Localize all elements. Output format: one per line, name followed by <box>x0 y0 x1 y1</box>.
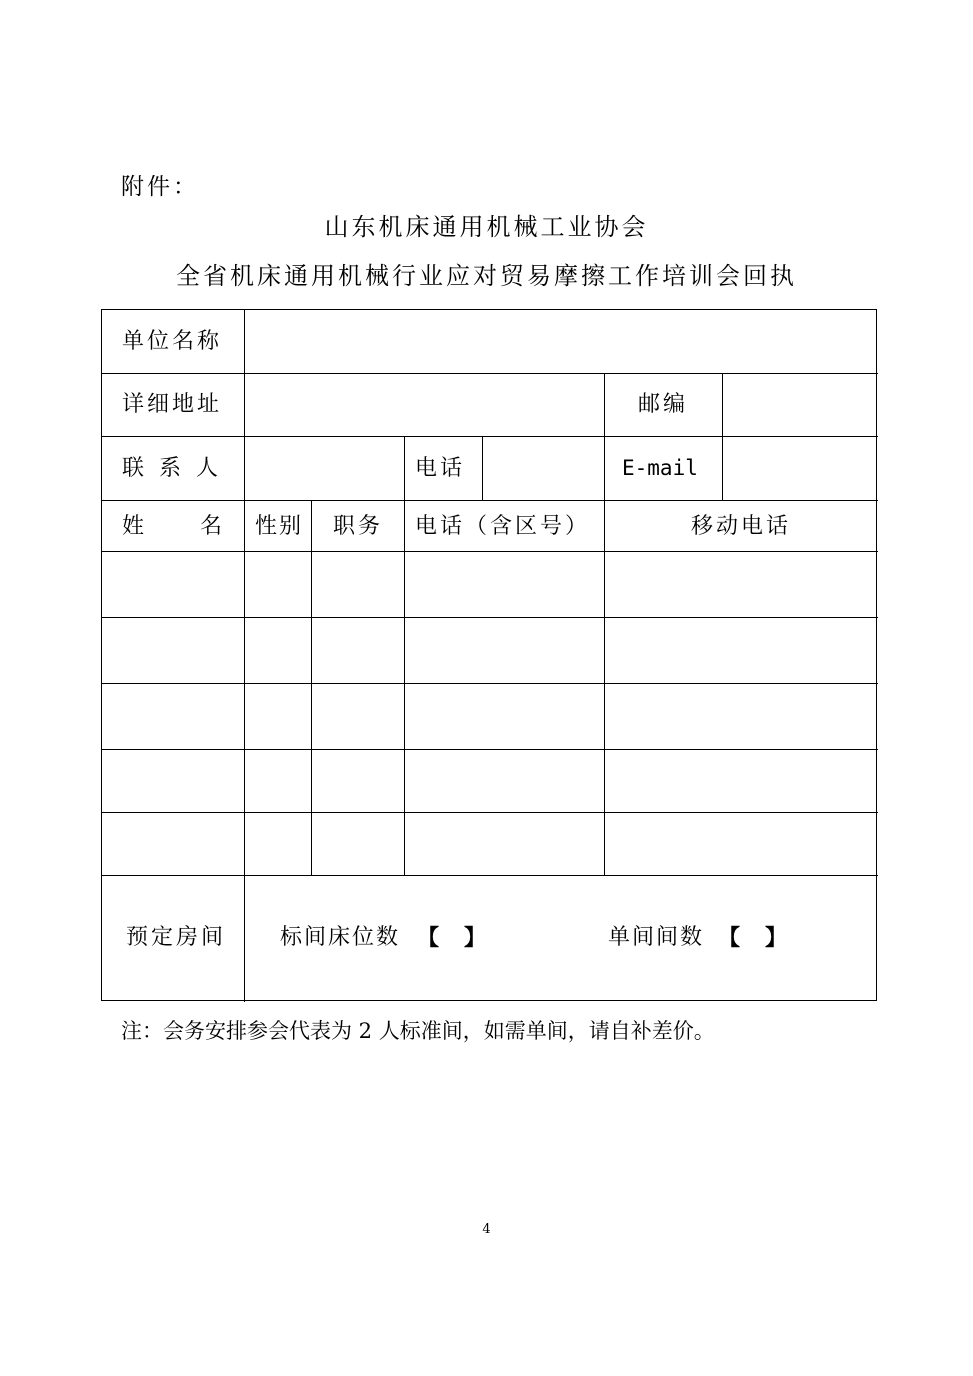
column-divider <box>482 436 483 500</box>
row-divider <box>102 551 878 552</box>
organization-name: 山东机床通用机械工业协会 <box>324 213 649 241</box>
standard-room-bracket-open: 【 <box>417 925 440 951</box>
column-header-gender: 性别 <box>255 514 304 539</box>
single-room-label: 单间间数 <box>608 925 705 950</box>
column-header-position: 职务 <box>333 514 384 539</box>
address-field[interactable] <box>247 376 602 435</box>
row-divider <box>102 500 878 501</box>
row-divider <box>102 617 878 618</box>
standard-room-label: 标间床位数 <box>280 925 401 950</box>
postcode-label: 邮编 <box>638 392 689 417</box>
table-row[interactable] <box>102 814 878 874</box>
postcode-field[interactable] <box>725 376 876 435</box>
email-label: E-mail <box>622 456 698 480</box>
table-row[interactable] <box>102 685 878 748</box>
unit-name-label: 单位名称 <box>122 329 223 354</box>
table-row[interactable] <box>102 751 878 811</box>
row-divider <box>102 373 878 374</box>
column-header-mobile: 移动电话 <box>690 514 791 539</box>
row-divider <box>102 683 878 684</box>
email-field[interactable] <box>725 439 876 499</box>
phone-field[interactable] <box>485 439 602 499</box>
registration-form-table <box>101 309 877 1001</box>
phone-label: 电话 <box>415 456 466 481</box>
row-divider <box>102 812 878 813</box>
row-divider <box>102 749 878 750</box>
column-header-phone-area: 电话（含区号） <box>415 514 591 539</box>
contact-label: 联 系 人 <box>122 456 222 481</box>
contact-field[interactable] <box>247 439 402 499</box>
address-label: 详细地址 <box>122 392 223 417</box>
room-booking-label: 预定房间 <box>126 925 227 950</box>
note-text: 注：会务安排参会代表为 2 人标准间，如需单间，请自补差价。 <box>121 1019 715 1043</box>
single-room-count-field[interactable] <box>741 918 765 958</box>
single-room-bracket-open: 【 <box>718 925 741 951</box>
unit-name-field[interactable] <box>247 312 875 372</box>
table-row[interactable] <box>102 619 878 682</box>
page-title: 全省机床通用机械行业应对贸易摩擦工作培训会回执 <box>176 262 797 290</box>
standard-room-count-field[interactable] <box>440 918 464 958</box>
table-row[interactable] <box>102 553 878 616</box>
attachment-label: 附件： <box>121 174 199 200</box>
column-divider <box>722 373 723 500</box>
page-number: 4 <box>482 1222 491 1237</box>
column-header-name: 姓 名 <box>122 514 227 539</box>
row-divider <box>102 875 878 876</box>
single-room-bracket-close: 】 <box>765 925 788 951</box>
row-divider <box>102 436 878 437</box>
standard-room-bracket-close: 】 <box>464 925 487 951</box>
